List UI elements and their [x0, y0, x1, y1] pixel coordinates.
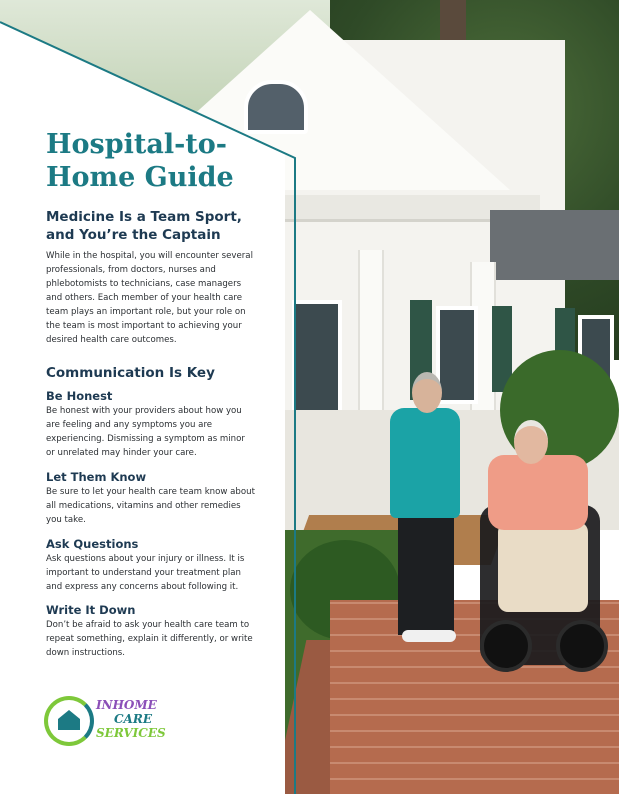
logo-text-inhome: INHOME	[96, 698, 157, 712]
intro-body: While in the hospital, you will encounter several professionals, from doctors, nurses and phlebotomists to technicians, case managers and others. Each member of your health care team plays an important role, but your role on the team is most important to achieving your desired health care outcomes.	[46, 251, 253, 345]
communication-heading: Communication Is Key	[46, 365, 215, 381]
tip-body-ask-questions: Ask questions about your injury or illness. It is important to understand your treatment plan and express any concerns about following it.	[46, 554, 245, 592]
tip-heading-write-it-down: Write It Down	[46, 603, 136, 617]
company-logo	[44, 692, 184, 750]
tip-body-write-it-down: Don’t be afraid to ask your health care team to repeat something, explain it differently, or write down instructions.	[46, 620, 253, 658]
logo-text-services: SERVICES	[96, 726, 166, 740]
tip-heading-let-them-know: Let Them Know	[46, 470, 147, 484]
logo-text-care: CARE	[114, 712, 152, 726]
tip-body-be-honest: Be honest with your providers about how you are feeling and any symptoms you are experiencing. Dismissing a symptom as minor or unrelated may hinder your care.	[46, 406, 245, 458]
tip-heading-be-honest: Be Honest	[46, 389, 113, 403]
page-title: Hospital-to-Home Guide	[46, 129, 234, 193]
tip-heading-ask-questions: Ask Questions	[46, 537, 139, 551]
intro-heading: Medicine Is a Team Sport, and You’re the Captain	[46, 209, 242, 243]
tip-body-let-them-know: Be sure to let your health care team know about all medications, vitamins and other remedies you take.	[46, 487, 255, 525]
